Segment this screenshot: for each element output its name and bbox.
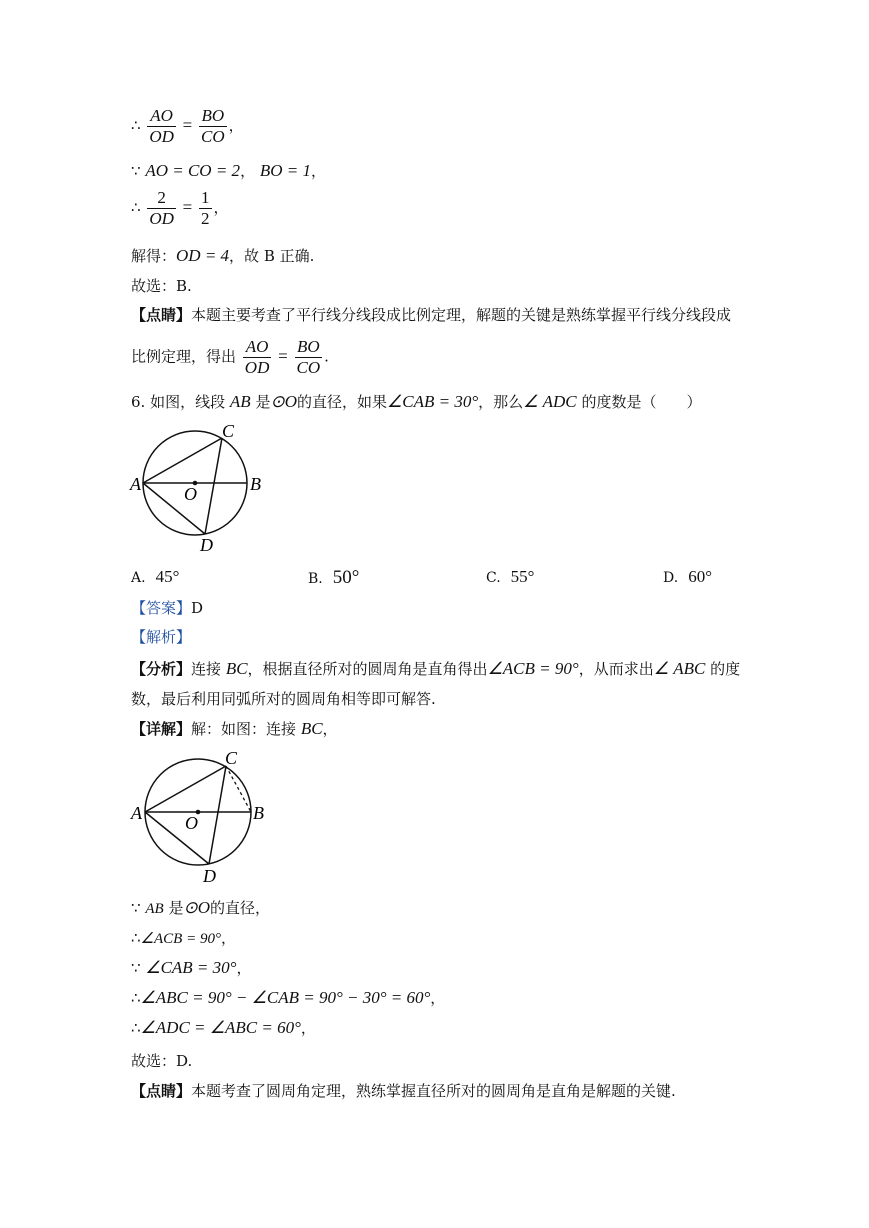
fenxi-continuation: 数，最后利用同弧所对的圆周角相等即可解答. [131, 690, 436, 708]
label-b: B [250, 474, 261, 494]
answer-tag: 【答案】 [131, 599, 192, 617]
chord-ac [145, 766, 226, 812]
dianjing-final: 【点睛】本题考查了圆周角定理，熟练掌握直径所对的圆周角是直角是解题的关键. [131, 1082, 676, 1100]
dianjing-tag: 【点睛】 [131, 1082, 192, 1100]
circle-figure-2 [128, 745, 278, 890]
answer-value: D [191, 599, 204, 617]
label-c: C [222, 421, 235, 441]
label-c: C [225, 748, 238, 768]
choice-line: 故选：B. [131, 277, 192, 295]
fraction: $\frac{BO}{CO}$ [201, 106, 225, 146]
dianjing-line: 【点睛】本题主要考查了平行线分线段成比例定理，解题的关键是熟练掌握平行线分线段成 [131, 306, 732, 324]
label-d: D [200, 535, 213, 555]
step-6: 故选：D. [131, 1052, 193, 1070]
label-a: A [130, 474, 141, 494]
analysis-line [131, 627, 191, 647]
fenxi-line: 【分析】连接 BC，根据直径所对的圆周角是直角得出∠ACB = 90°，从而求出∠ ABC 的度 [131, 659, 741, 678]
option-b[interactable]: B. 50° [308, 567, 360, 588]
option-d[interactable]: D. 60° [663, 567, 712, 586]
label-o: O [184, 484, 197, 504]
dashed-chord-bc [226, 766, 251, 812]
fraction: $\frac{1}{2}$ [201, 188, 210, 228]
fraction: $\frac{2}{OD}$ [149, 188, 174, 228]
xiangjie-tag: 【详解】 [131, 720, 192, 738]
fraction: $\frac{AO}{OD}$ [149, 106, 174, 146]
therefore-symbol: ∴ [131, 198, 141, 217]
question-number: 6. [131, 393, 146, 411]
given-values-line: ∵ AO = CO = 2， BO = 1， [131, 161, 327, 180]
fraction: $\frac{BO}{CO}$ [296, 337, 321, 377]
step-3: ∵ ∠CAB = 30°， [131, 958, 252, 977]
step-5: ∴∠ADC = ∠ABC = 60°， [131, 1018, 316, 1037]
step-1: ∵ AB 是⊙O的直径， [131, 898, 270, 917]
chord-ac [143, 438, 222, 483]
chord-cd [205, 438, 222, 534]
step-2: ∴∠ACB = 90°， [131, 929, 236, 947]
question-6: 6. 如图，线段 AB 是⊙O的直径，如果∠CAB = 30°，那么∠ ADC 的度数是（ ） [131, 392, 702, 411]
option-a[interactable]: A. 45° [131, 567, 180, 586]
label-b: B [253, 803, 264, 823]
label-d: D [203, 866, 216, 886]
analysis-tag: 【解析】 [131, 628, 192, 646]
step-4: ∴∠ABC = 90° − ∠CAB = 90° − 30° = 60°， [131, 988, 446, 1007]
dianjing-tag: 【点睛】 [131, 306, 192, 324]
fenxi-tag: 【分析】 [131, 660, 192, 678]
chord-ad [145, 812, 209, 864]
therefore-symbol: ∴ [131, 116, 141, 135]
proportion-line: ∴ $\frac{AO}{OD}$ = $\frac{BO}{CO}$ ， [131, 106, 244, 146]
fraction: $\frac{AO}{OD}$ [244, 337, 270, 377]
dianjing-continuation: 比例定理，得出 $\frac{AO}{OD}$ = $\frac{BO}{CO}$ . [131, 337, 329, 377]
xiangjie-line: 【详解】解：如图：连接 BC， [131, 719, 338, 738]
circle-figure-1 [128, 418, 278, 558]
answer-line [131, 598, 203, 618]
option-c[interactable]: C. 55° [486, 567, 535, 586]
substitution-line: ∴ $\frac{2}{OD}$ = $\frac{1}{2}$ ， [131, 188, 229, 228]
label-a: A [131, 803, 142, 823]
label-o: O [185, 813, 198, 833]
chord-cd [209, 766, 226, 864]
solve-line: 解得：OD = 4，故 B 正确. [131, 246, 315, 265]
because-symbol: ∵ [131, 162, 141, 180]
